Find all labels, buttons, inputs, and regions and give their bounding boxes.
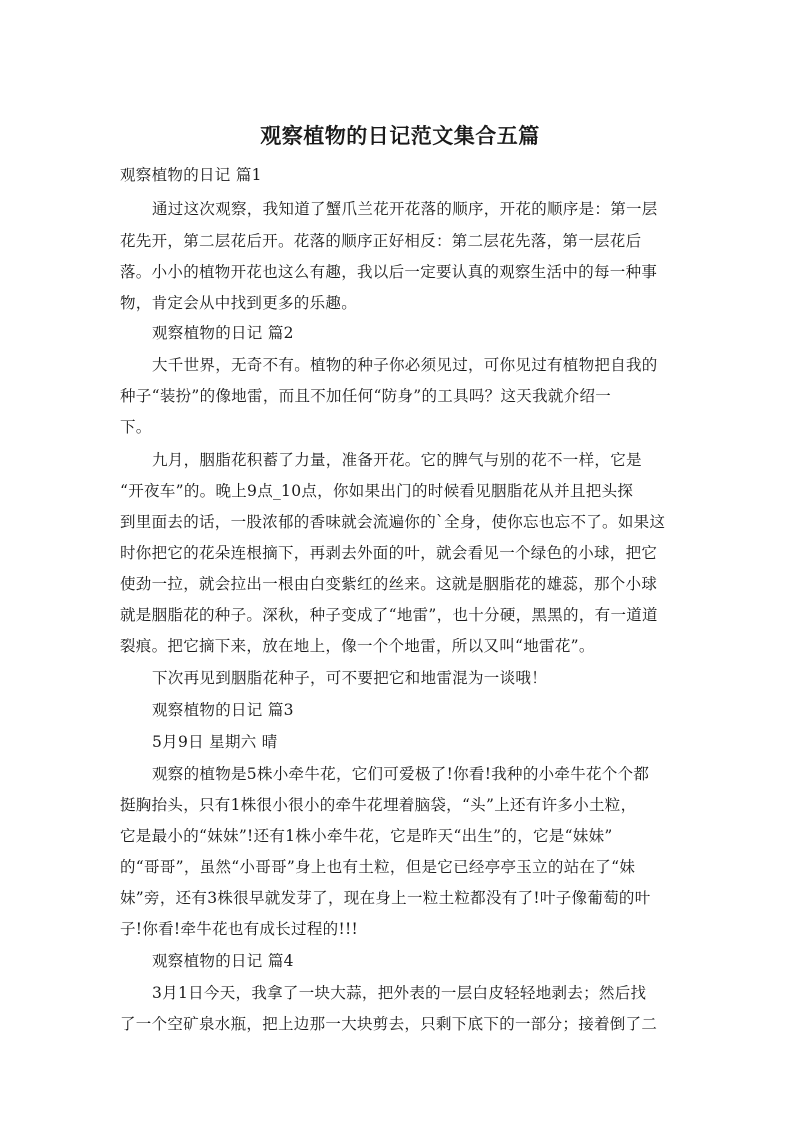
section-heading-1: 观察植物的日记 篇1 [120,166,262,184]
paragraph-line: 九月，胭脂花积蓄了力量，准备开花。它的脾气与别的花不一样，它是 [152,451,642,469]
paragraph-line: “开夜车”的。晚上9点_10点，你如果出门的时候看见胭脂花从并且把头探 [120,482,634,500]
paragraph-line: 子!你看!牵牛花也有成长过程的!!! [120,920,359,938]
paragraph-line: 到里面去的话，一股浓郁的香味就会流遍你的`全身，使你忘也忘不了。如果这 [120,513,666,531]
paragraph-line: 通过这次观察，我知道了蟹爪兰花开花落的顺序，开花的顺序是：第一层 [152,200,658,218]
paragraph-line: 观察的植物是5株小牵牛花，它们可爱极了!你看!我种的小牵牛花个个都 [152,765,650,783]
paragraph-line: 就是胭脂花的种子。深秋，种子变成了“地雷”，也十分硬，黑黑的，有一道道 [120,606,658,624]
section-heading-2: 观察植物的日记 篇2 [152,324,294,342]
paragraph-line: 它是最小的“妹妹”!还有1株小牵牛花，它是昨天“出生”的，它是“妹妹” [120,827,613,845]
paragraph-line: 妹”旁，还有3株很早就发芽了，现在身上一粒土粒都没有了!叶子像葡萄的叶 [120,889,651,907]
paragraph-line: 大千世界，无奇不有。植物的种子你必须见过，可你见过有植物把自我的 [152,356,658,374]
section-heading-3: 观察植物的日记 篇3 [152,701,294,719]
paragraph-line: 花先开，第二层花后开。花落的顺序正好相反：第二层花先落，第一层花后 [120,232,642,250]
paragraph-line: 种子“装扮”的像地雷，而且不加任何“防身”的工具吗？这天我就介绍一 [120,387,612,405]
paragraph-line: 3月1日今天，我拿了一块大蒜，把外表的一层白皮轻轻地剥去；然后找 [152,984,647,1002]
paragraph-line: 了一个空矿泉水瓶，把上边那一大块剪去，只剩下底下的一部分；接着倒了二 [120,1015,658,1033]
document-title: 观察植物的日记范文集合五篇 [260,124,540,148]
paragraph-line: 物，肯定会从中找到更多的乐趣。 [120,294,358,312]
paragraph-line: 挺胸抬头，只有1株很小很小的牵牛花埋着脑袋，“头”上还有许多小土粒， [120,796,637,814]
paragraph-line: 裂痕。把它摘下来，放在地上，像一个个地雷，所以又叫“地雷花”。 [120,637,595,655]
paragraph-line: 时你把它的花朵连根摘下，再剥去外面的叶，就会看见一个绿色的小球，把它 [120,544,658,562]
section-heading-4: 观察植物的日记 篇4 [152,952,294,970]
date-line: 5月9日 星期六 晴 [152,733,278,751]
paragraph-line: 的“哥哥”，虽然“小哥哥”身上也有土粒，但是它已经亭亭玉立的站在了“妹 [120,858,636,876]
paragraph-line: 使劲一拉，就会拉出一根由白变紫红的丝来。这就是胭脂花的雄蕊，那个小球 [120,575,658,593]
paragraph-line: 下次再见到胭脂花种子，可不要把它和地雷混为一谈哦！ [152,669,548,687]
paragraph-line: 落。小小的植物开花也这么有趣，我以后一定要认真的观察生活中的每一种事 [120,263,658,281]
paragraph-line: 下。 [120,418,152,436]
